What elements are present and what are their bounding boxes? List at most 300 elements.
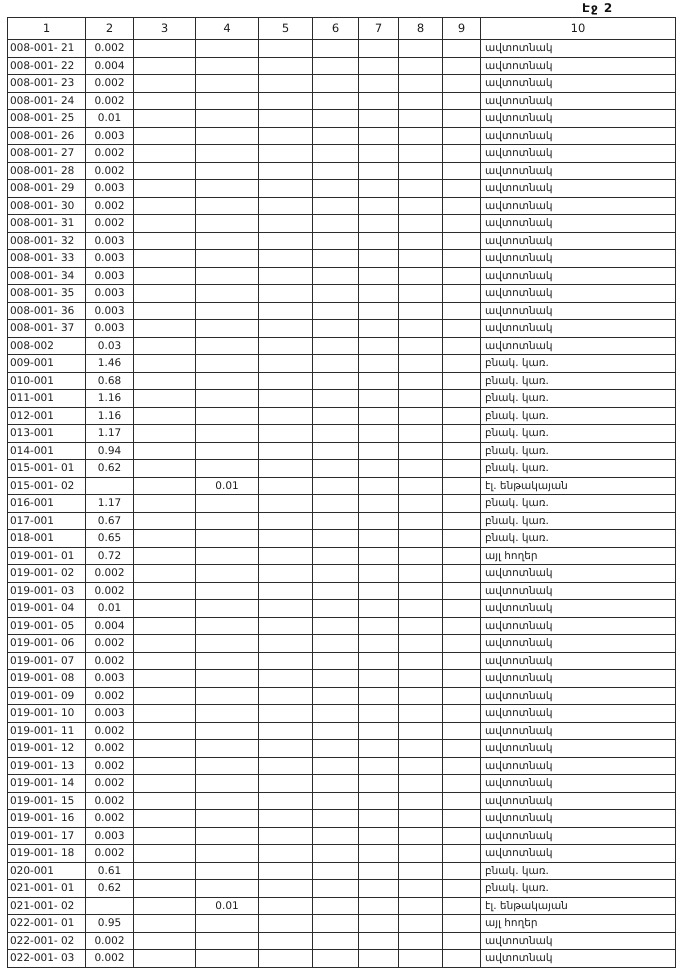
cell-col2: 0.003 [86, 285, 134, 303]
cell-col2: 0.002 [86, 215, 134, 233]
cell-col4: 0.01 [196, 477, 259, 495]
cell-col3 [134, 267, 196, 285]
cell-col4 [196, 582, 259, 600]
cell-col8 [399, 582, 443, 600]
cell-col2: 0.003 [86, 827, 134, 845]
cell-col6 [313, 162, 359, 180]
cell-col2: 0.004 [86, 57, 134, 75]
cell-col8 [399, 600, 443, 618]
cell-col2: 1.16 [86, 407, 134, 425]
cell-col1: 008-001- 27 [8, 145, 86, 163]
cell-col8 [399, 880, 443, 898]
cell-col8 [399, 180, 443, 198]
column-header-8: 8 [399, 18, 443, 40]
cell-col6 [313, 232, 359, 250]
cell-col10: ավտոտնակ [481, 40, 676, 58]
cell-col6 [313, 75, 359, 93]
cell-col8 [399, 460, 443, 478]
table-row [8, 477, 676, 495]
cell-col3 [134, 705, 196, 723]
cell-col7 [359, 810, 399, 828]
cell-col9 [443, 792, 481, 810]
cell-col2: 0.003 [86, 180, 134, 198]
cell-col9 [443, 390, 481, 408]
cell-col7 [359, 197, 399, 215]
cell-col6 [313, 775, 359, 793]
table-row [8, 757, 676, 775]
cell-col6 [313, 565, 359, 583]
cell-col8 [399, 915, 443, 933]
cell-col2: 1.46 [86, 355, 134, 373]
cell-col10: ավտոտնակ [481, 267, 676, 285]
cell-col10: ավտոտնակ [481, 810, 676, 828]
cell-col3 [134, 810, 196, 828]
cell-col3 [134, 670, 196, 688]
cell-col3 [134, 915, 196, 933]
cell-col7 [359, 530, 399, 548]
cell-col9 [443, 460, 481, 478]
cell-col10: բնակ. կառ. [481, 512, 676, 530]
cell-col1: 019-001- 18 [8, 845, 86, 863]
cell-col2: 0.003 [86, 250, 134, 268]
cell-col9 [443, 932, 481, 950]
cell-col1: 009-001 [8, 355, 86, 373]
table-row [8, 267, 676, 285]
cell-col3 [134, 600, 196, 618]
cell-col2: 0.002 [86, 792, 134, 810]
cell-col5 [259, 250, 313, 268]
cell-col2: 0.002 [86, 635, 134, 653]
cell-col1: 019-001- 08 [8, 670, 86, 688]
table-row [8, 302, 676, 320]
cell-col9 [443, 617, 481, 635]
cell-col5 [259, 862, 313, 880]
cell-col6 [313, 915, 359, 933]
cell-col1: 019-001- 10 [8, 705, 86, 723]
cell-col10: բնակ. կառ. [481, 425, 676, 443]
cell-col9 [443, 670, 481, 688]
cell-col2: 0.002 [86, 197, 134, 215]
cell-col7 [359, 460, 399, 478]
cell-col3 [134, 180, 196, 198]
cell-col8 [399, 495, 443, 513]
cell-col4 [196, 950, 259, 968]
cell-col5 [259, 320, 313, 338]
cell-col10: ավտոտնակ [481, 337, 676, 355]
cell-col3 [134, 75, 196, 93]
table-row [8, 92, 676, 110]
cell-col3 [134, 337, 196, 355]
cell-col5 [259, 880, 313, 898]
cell-col2: 0.002 [86, 162, 134, 180]
cell-col9 [443, 337, 481, 355]
cell-col7 [359, 407, 399, 425]
cell-col10: ավտոտնակ [481, 582, 676, 600]
cell-col8 [399, 57, 443, 75]
cell-col6 [313, 617, 359, 635]
cell-col7 [359, 372, 399, 390]
cell-col7 [359, 425, 399, 443]
cell-col2: 0.01 [86, 600, 134, 618]
cell-col7 [359, 792, 399, 810]
cell-col7 [359, 355, 399, 373]
cell-col6 [313, 145, 359, 163]
cell-col10: ավտոտնակ [481, 827, 676, 845]
cell-col3 [134, 512, 196, 530]
cell-col9 [443, 75, 481, 93]
cell-col4 [196, 250, 259, 268]
cell-col2: 1.16 [86, 390, 134, 408]
cell-col10: ավտոտնակ [481, 705, 676, 723]
cell-col5 [259, 92, 313, 110]
cell-col1: 008-001- 22 [8, 57, 86, 75]
cell-col6 [313, 495, 359, 513]
cell-col9 [443, 757, 481, 775]
cell-col4 [196, 635, 259, 653]
cell-col3 [134, 477, 196, 495]
cell-col8 [399, 40, 443, 58]
cell-col6 [313, 407, 359, 425]
cell-col8 [399, 687, 443, 705]
table-row [8, 215, 676, 233]
cell-col10: ավտոտնակ [481, 127, 676, 145]
cell-col3 [134, 635, 196, 653]
cell-col2: 0.003 [86, 320, 134, 338]
cell-col10: բնակ. կառ. [481, 862, 676, 880]
cell-col6 [313, 460, 359, 478]
cell-col9 [443, 845, 481, 863]
cell-col3 [134, 232, 196, 250]
cell-col10: ավտոտնակ [481, 722, 676, 740]
cell-col2: 0.004 [86, 617, 134, 635]
cell-col1: 019-001- 13 [8, 757, 86, 775]
cell-col9 [443, 530, 481, 548]
cell-col10: ավտոտնակ [481, 215, 676, 233]
table-body [8, 40, 676, 968]
cell-col2: 0.003 [86, 127, 134, 145]
table-row [8, 355, 676, 373]
cell-col8 [399, 372, 443, 390]
cell-col8 [399, 355, 443, 373]
cell-col4 [196, 285, 259, 303]
cell-col5 [259, 687, 313, 705]
cell-col5 [259, 512, 313, 530]
table-row [8, 407, 676, 425]
cell-col10: ավտոտնակ [481, 845, 676, 863]
table-row [8, 180, 676, 198]
cell-col7 [359, 652, 399, 670]
cell-col3 [134, 617, 196, 635]
table-row [8, 565, 676, 583]
cell-col4 [196, 110, 259, 128]
cell-col1: 008-001- 32 [8, 232, 86, 250]
cell-col1: 008-001- 33 [8, 250, 86, 268]
cell-col10: ավտոտնակ [481, 600, 676, 618]
cell-col2: 0.01 [86, 110, 134, 128]
cell-col6 [313, 652, 359, 670]
cell-col2: 0.03 [86, 337, 134, 355]
table-row [8, 425, 676, 443]
cell-col1: 010-001 [8, 372, 86, 390]
table-row [8, 372, 676, 390]
table-row [8, 320, 676, 338]
cell-col6 [313, 180, 359, 198]
cell-col2: 0.002 [86, 565, 134, 583]
cell-col4 [196, 775, 259, 793]
cell-col1: 008-001- 23 [8, 75, 86, 93]
cell-col2: 0.002 [86, 740, 134, 758]
cell-col6 [313, 250, 359, 268]
cell-col10: ավտոտնակ [481, 162, 676, 180]
cell-col1: 019-001- 17 [8, 827, 86, 845]
cell-col10: ավտոտնակ [481, 250, 676, 268]
cell-col9 [443, 512, 481, 530]
cell-col2: 0.67 [86, 512, 134, 530]
cell-col6 [313, 897, 359, 915]
cell-col5 [259, 652, 313, 670]
cell-col9 [443, 897, 481, 915]
cell-col5 [259, 145, 313, 163]
cell-col6 [313, 425, 359, 443]
cell-col1: 016-001 [8, 495, 86, 513]
cell-col1: 008-001- 28 [8, 162, 86, 180]
cell-col5 [259, 75, 313, 93]
cell-col2: 0.002 [86, 40, 134, 58]
cell-col4 [196, 372, 259, 390]
cell-col10: ավտոտնակ [481, 740, 676, 758]
cell-col1: 015-001- 02 [8, 477, 86, 495]
cell-col10: այլ հողեր [481, 547, 676, 565]
cell-col7 [359, 635, 399, 653]
table-row [8, 337, 676, 355]
cell-col5 [259, 425, 313, 443]
cell-col5 [259, 57, 313, 75]
cell-col4 [196, 495, 259, 513]
cell-col4 [196, 687, 259, 705]
cell-col10: ավտոտնակ [481, 232, 676, 250]
cell-col9 [443, 477, 481, 495]
cell-col10: ավտոտնակ [481, 285, 676, 303]
cell-col10: ավտոտնակ [481, 302, 676, 320]
cell-col6 [313, 477, 359, 495]
cell-col4 [196, 670, 259, 688]
cell-col8 [399, 215, 443, 233]
cell-col1: 015-001- 01 [8, 460, 86, 478]
cell-col1: 019-001- 07 [8, 652, 86, 670]
cell-col1: 019-001- 12 [8, 740, 86, 758]
cell-col3 [134, 740, 196, 758]
cell-col5 [259, 705, 313, 723]
cell-col4 [196, 740, 259, 758]
cell-col3 [134, 372, 196, 390]
cell-col2: 0.62 [86, 880, 134, 898]
cell-col7 [359, 127, 399, 145]
cell-col8 [399, 845, 443, 863]
cell-col4 [196, 460, 259, 478]
cell-col1: 017-001 [8, 512, 86, 530]
cell-col2: 0.003 [86, 267, 134, 285]
cell-col5 [259, 792, 313, 810]
cell-col9 [443, 127, 481, 145]
cell-col2: 0.95 [86, 915, 134, 933]
cell-col5 [259, 915, 313, 933]
cell-col9 [443, 705, 481, 723]
cell-col7 [359, 180, 399, 198]
cell-col2: 0.002 [86, 757, 134, 775]
table-row [8, 705, 676, 723]
table-row [8, 810, 676, 828]
cell-col8 [399, 285, 443, 303]
cell-col6 [313, 92, 359, 110]
cell-col9 [443, 320, 481, 338]
cell-col2: 0.002 [86, 810, 134, 828]
cell-col2: 0.002 [86, 652, 134, 670]
cell-col4 [196, 915, 259, 933]
cell-col9 [443, 635, 481, 653]
cell-col9 [443, 285, 481, 303]
cell-col4 [196, 547, 259, 565]
cell-col5 [259, 845, 313, 863]
cell-col5 [259, 355, 313, 373]
cell-col10: բնակ. կառ. [481, 355, 676, 373]
cell-col10: էլ. ենթակայան [481, 897, 676, 915]
cell-col2: 0.002 [86, 845, 134, 863]
cell-col1: 020-001 [8, 862, 86, 880]
cell-col2 [86, 897, 134, 915]
cell-col3 [134, 932, 196, 950]
cell-col3 [134, 355, 196, 373]
cell-col1: 008-001- 37 [8, 320, 86, 338]
cell-col4 [196, 267, 259, 285]
cell-col5 [259, 197, 313, 215]
cell-col1: 019-001- 06 [8, 635, 86, 653]
table-row [8, 250, 676, 268]
cell-col7 [359, 932, 399, 950]
cell-col4 [196, 880, 259, 898]
cell-col3 [134, 757, 196, 775]
cell-col8 [399, 145, 443, 163]
cell-col10: բնակ. կառ. [481, 460, 676, 478]
table-row [8, 57, 676, 75]
cell-col10: ավտոտնակ [481, 757, 676, 775]
cell-col4 [196, 232, 259, 250]
cell-col1: 008-002 [8, 337, 86, 355]
cell-col8 [399, 162, 443, 180]
table-row [8, 232, 676, 250]
column-header-1: 1 [8, 18, 86, 40]
table-row [8, 775, 676, 793]
cell-col7 [359, 845, 399, 863]
cell-col2: 0.002 [86, 775, 134, 793]
cell-col8 [399, 652, 443, 670]
cell-col7 [359, 57, 399, 75]
cell-col10: բնակ. կառ. [481, 407, 676, 425]
cell-col4: 0.01 [196, 897, 259, 915]
cell-col3 [134, 250, 196, 268]
cell-col8 [399, 827, 443, 845]
cell-col9 [443, 810, 481, 828]
cell-col7 [359, 862, 399, 880]
cell-col1: 008-001- 36 [8, 302, 86, 320]
cell-col4 [196, 792, 259, 810]
cell-col5 [259, 372, 313, 390]
cell-col9 [443, 57, 481, 75]
cell-col1: 019-001- 05 [8, 617, 86, 635]
cell-col5 [259, 477, 313, 495]
cell-col1: 008-001- 35 [8, 285, 86, 303]
cell-col6 [313, 530, 359, 548]
cell-col8 [399, 110, 443, 128]
table-header-row [8, 18, 676, 40]
cell-col2: 0.61 [86, 862, 134, 880]
cell-col10: էլ. ենթակայան [481, 477, 676, 495]
cell-col7 [359, 687, 399, 705]
cell-col5 [259, 40, 313, 58]
cell-col10: ավտոտնակ [481, 792, 676, 810]
cell-col6 [313, 862, 359, 880]
cell-col4 [196, 810, 259, 828]
cell-col7 [359, 145, 399, 163]
table-row [8, 75, 676, 93]
cell-col1: 011-001 [8, 390, 86, 408]
cell-col8 [399, 232, 443, 250]
table-row [8, 652, 676, 670]
cell-col7 [359, 547, 399, 565]
column-header-10: 10 [481, 18, 676, 40]
cell-col3 [134, 442, 196, 460]
cell-col9 [443, 565, 481, 583]
cell-col8 [399, 897, 443, 915]
cell-col3 [134, 530, 196, 548]
cell-col2: 0.002 [86, 582, 134, 600]
cell-col7 [359, 232, 399, 250]
cell-col6 [313, 670, 359, 688]
cell-col4 [196, 512, 259, 530]
cell-col3 [134, 460, 196, 478]
cell-col5 [259, 267, 313, 285]
cell-col2: 0.002 [86, 687, 134, 705]
table-row [8, 162, 676, 180]
cell-col7 [359, 827, 399, 845]
table-row [8, 145, 676, 163]
cell-col4 [196, 407, 259, 425]
cell-col7 [359, 250, 399, 268]
cell-col5 [259, 582, 313, 600]
cell-col8 [399, 337, 443, 355]
cell-col3 [134, 565, 196, 583]
cell-col9 [443, 162, 481, 180]
cell-col3 [134, 722, 196, 740]
cell-col5 [259, 180, 313, 198]
cell-col6 [313, 792, 359, 810]
cell-col2: 0.003 [86, 302, 134, 320]
cell-col5 [259, 530, 313, 548]
table-row [8, 285, 676, 303]
cell-col4 [196, 827, 259, 845]
table-row [8, 915, 676, 933]
cell-col6 [313, 267, 359, 285]
cell-col10: բնակ. կառ. [481, 530, 676, 548]
cell-col10: ավտոտնակ [481, 197, 676, 215]
cell-col6 [313, 127, 359, 145]
cell-col9 [443, 425, 481, 443]
cell-col10: ավտոտնակ [481, 320, 676, 338]
cell-col10: ավտոտնակ [481, 92, 676, 110]
cell-col4 [196, 92, 259, 110]
cell-col4 [196, 390, 259, 408]
cell-col1: 021-001- 02 [8, 897, 86, 915]
table-row [8, 547, 676, 565]
